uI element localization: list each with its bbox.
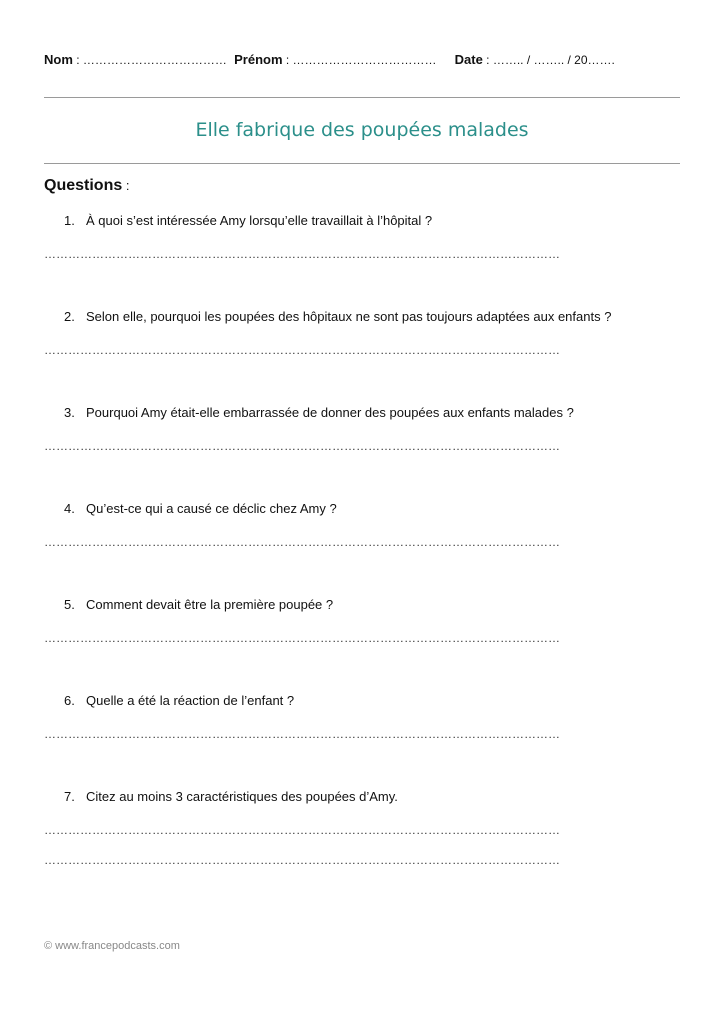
- question-2: [64, 309, 611, 324]
- date-label: Date: [454, 52, 483, 67]
- prenom-blank: : ………………………………: [282, 53, 437, 67]
- question-number: 4.: [64, 501, 75, 516]
- question-number: 2.: [64, 309, 75, 324]
- answer-line-3[interactable]: …………………………………………………………………………………………………………………: [44, 439, 560, 453]
- question-1: [64, 213, 432, 228]
- question-number: 5.: [64, 597, 75, 612]
- question-number: 3.: [64, 405, 75, 420]
- answer-line-5[interactable]: …………………………………………………………………………………………………………………: [44, 631, 560, 645]
- question-number: 6.: [64, 693, 75, 708]
- answer-line-4[interactable]: …………………………………………………………………………………………………………………: [44, 535, 560, 549]
- answer-line-7b[interactable]: …………………………………………………………………………………………………………………: [44, 853, 560, 867]
- questions-heading: [44, 177, 129, 195]
- question-number: 7.: [64, 789, 75, 804]
- date-blank: : …….. / …….. / 20…….: [482, 53, 615, 67]
- copyright-footer: © www.francepodcasts.com: [44, 940, 180, 952]
- question-6: [64, 693, 294, 708]
- question-5: [64, 597, 333, 612]
- question-text: Selon elle, pourquoi les poupées des hôpitaux ne sont pas toujours adaptées aux enfants ?: [86, 309, 612, 324]
- questions-heading-label: Questions: [44, 177, 123, 194]
- answer-line-6[interactable]: …………………………………………………………………………………………………………………: [44, 727, 560, 741]
- question-text: Pourquoi Amy était-elle embarrassée de donner des poupées aux enfants malades ?: [86, 405, 574, 420]
- answer-line-2[interactable]: …………………………………………………………………………………………………………………: [44, 343, 560, 357]
- questions-heading-colon: :: [122, 178, 130, 193]
- question-3: [64, 405, 574, 420]
- question-number: 1.: [64, 213, 75, 228]
- prenom-label: Prénom: [234, 52, 283, 67]
- question-7: [64, 789, 398, 804]
- page-title: Elle fabrique des poupées malades: [195, 119, 529, 141]
- answer-line-7a[interactable]: …………………………………………………………………………………………………………………: [44, 823, 560, 837]
- student-info-header: [44, 52, 615, 67]
- top-divider: [44, 97, 680, 98]
- title-divider: [44, 163, 680, 164]
- answer-line-1[interactable]: …………………………………………………………………………………………………………………: [44, 247, 560, 261]
- question-text: Quelle a été la réaction de l’enfant ?: [86, 693, 295, 708]
- question-text: Citez au moins 3 caractéristiques des poupées d’Amy.: [86, 789, 398, 804]
- question-text: Comment devait être la première poupée ?: [86, 597, 334, 612]
- question-4: [64, 501, 337, 516]
- question-text: À quoi s’est intéressée Amy lorsqu’elle travaillait à l’hôpital ?: [86, 213, 433, 228]
- question-text: Qu’est-ce qui a causé ce déclic chez Amy ?: [86, 501, 337, 516]
- nom-label: Nom: [44, 52, 73, 67]
- nom-blank: : ………………………………: [72, 53, 227, 67]
